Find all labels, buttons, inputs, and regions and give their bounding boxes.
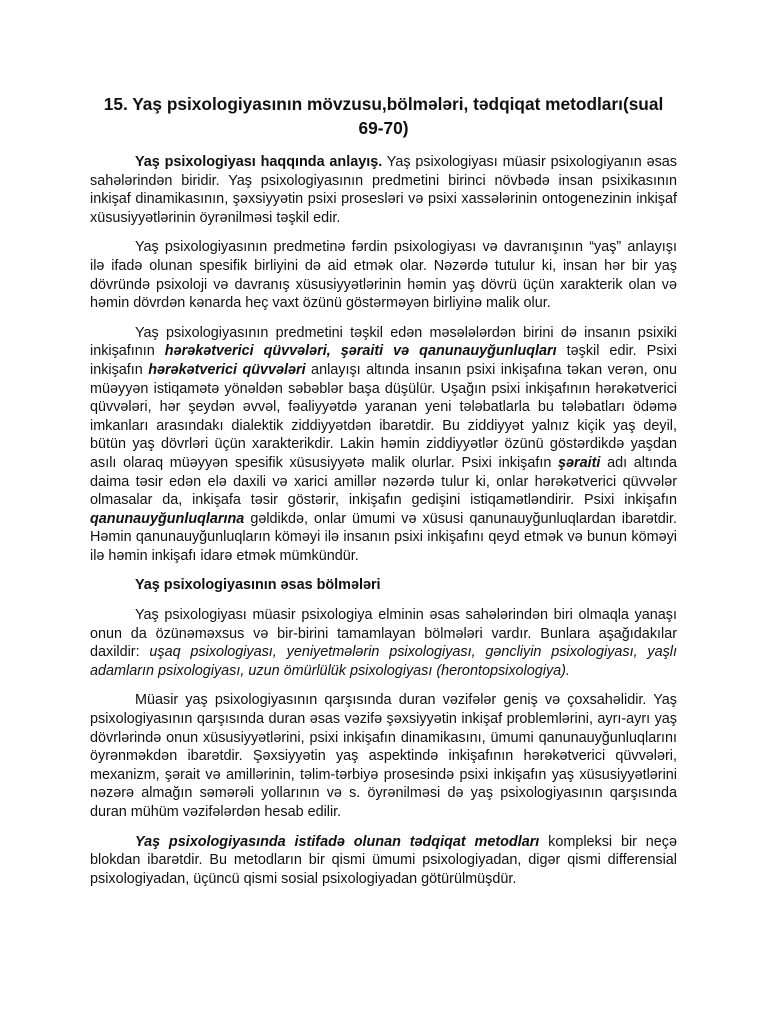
text-span: təşkil edir. Psixi inkişafın bbox=[90, 343, 678, 378]
paragraph-tasks: Müasir yaş psixologiyasının qarşısında duran vəzifələr geniş və çoxsahəlidir. Yaş psixologiyasının qarşısında duran əsas vəzifə şəxsiyyətin inkişaf problemlərini, ayrı-ayrı yaş dövrlərində onun xüsusiyyətlərini, psixi inkişafın dinamikasını, ümumi qanunauyğunluqlarını öyrənməkdən ibarətdir. Şəxsiyyətin yaş aspektində inkişafının hərəkətverici qüvvələri, mexanizm, şərait və amillərinin, təlim-tərbiyə prosesində psixi inkişafın yaş xüsusiyyətlərini nəzərə almağın səmərəli yollarının və s. öyrənilməsi də yaş psixologiyasının qarşısında duran mühüm vəzifələrdən hesab edilir. bbox=[90, 692, 677, 820]
text-span: Yaş psixologiyası müasir psixologiya elminin əsas sahələrindən biri olmaqla yanaşı onun da özünəməxsus və bir-birini tamamlayan bölmələri vardır. Bunlara aşağıdakılar daxildir: bbox=[90, 607, 677, 661]
section-heading-branches: Yaş psixologiyasının əsas bölmələri bbox=[135, 577, 381, 594]
paragraph-branches bbox=[90, 606, 677, 680]
paragraph-methods bbox=[90, 833, 677, 889]
emphasis-forces-conditions-laws: hərəkətverici qüvvələri, şəraiti və qanunauyğunluqları bbox=[164, 343, 557, 360]
text-span: adı altında daima təsir edən elə daxili və xarici amillər nəzərdə tulur ki, onlar hərəkətverici qüvvələr olmasalar da, inkişafa təsir göstərir, inkişafın gedişini istiqamətləndirir. Psixi inkişafın bbox=[90, 454, 677, 509]
definition-text: Yaş psixologiyası müasir psixologiyanın əsas sahələrindən biridir. Yaş psixologiyasının predmetini birinci növbədə insan psixikasının inkişaf dinamikasının, şəxsiyyətin psixi prosesləri və psixi xassələrinin ontogenezinin inkişaf xüsusiyyətlərinin öyrənilməsi təşkil edir. bbox=[90, 154, 678, 226]
emphasis-laws: qanunauyğunluqlarına bbox=[90, 510, 245, 527]
text-span: gəldikdə, onlar ümumi və xüsusi qanunauyğunluqlardan ibarətdir. Həmin qanunauyğunluqların köməyi ilə insanın psixi inkişafını qeyd etmək və bunun köməyi ilə həmin inkişafı idarə etmək mümkündür. bbox=[90, 510, 677, 564]
definition-lead: Yaş psixologiyası haqqında anlayış. bbox=[135, 154, 383, 170]
methods-text: kompleksi bir neçə blokdan ibarətdir. Bu metodların bir qismi ümumi psixologiyadan, digər qismi differensial psixologiyadan, üçüncü qismi sosial psixologiyadan götürülmüşdür. bbox=[90, 833, 677, 887]
emphasis-conditions: şəraiti bbox=[558, 454, 601, 471]
document-title: 15. Yaş psixologiyasının mövzusu,bölmələri, tədqiqat metodları(sual 69-70) bbox=[103, 94, 664, 138]
paragraph-definition bbox=[90, 153, 677, 227]
paragraph-subject: Yaş psixologiyasının predmetinə fərdin psixologiyası və davranışının “yaş” anlayışı ilə ifadə olunan spesifik birliyini də aid etmək olar. Nəzərdə tutulur ki, insan hər bir yaş dövründə psixoloji və davranış xüsusiyyətlərinin həmin yaş dövrü üçün xarakterik olan və həmin dövrdən kənarda heç vaxt özünü göstərməyən birliyinə malik olur. bbox=[90, 239, 677, 312]
text-span: anlayışı altında insanın psixi inkişafına təkan verən, onu müəyyən istiqamətə yönəldən səbəblər başa düşülür. Uşağın psixi inkişafının hərəkətverici qüvvələri, hər şeydən əvvəl, fəaliyyətdə yaranan yeni tələbatlarla bu tələbatları ödəmə imkanları arasındakı dialektik ziddiyyətdən ibarətdir. Bu ziddiyyət yalnız kiçik yaş deyil, bütün yaş dövrləri üçün xarakterikdir. Lakin həmin ziddiyyətlər özünü göstərdikdə yaşdan asılı olaraq müəyyən spesifik xüsusiyyətə malik olurlar. Psixi inkişafın bbox=[90, 361, 677, 471]
emphasis-driving-forces: hərəkətverici qüvvələri bbox=[148, 361, 306, 378]
branches-list: uşaq psixologiyası, yeniyetmələrin psixologiyası, gəncliyin psixologiyası, yaşlı adamların psixologiyası, uzun ömürlülük psixologiyası (herontopsixologiya). bbox=[90, 644, 677, 679]
paragraph-driving-forces bbox=[90, 324, 677, 566]
document-page bbox=[90, 92, 677, 888]
text-span: Yaş psixologiyasının predmetini təşkil edən məsələlərdən birini də insanın psixiki inkişafının bbox=[90, 324, 677, 360]
methods-lead: Yaş psixologiyasında istifadə olunan tədqiqat metodları bbox=[135, 833, 540, 850]
